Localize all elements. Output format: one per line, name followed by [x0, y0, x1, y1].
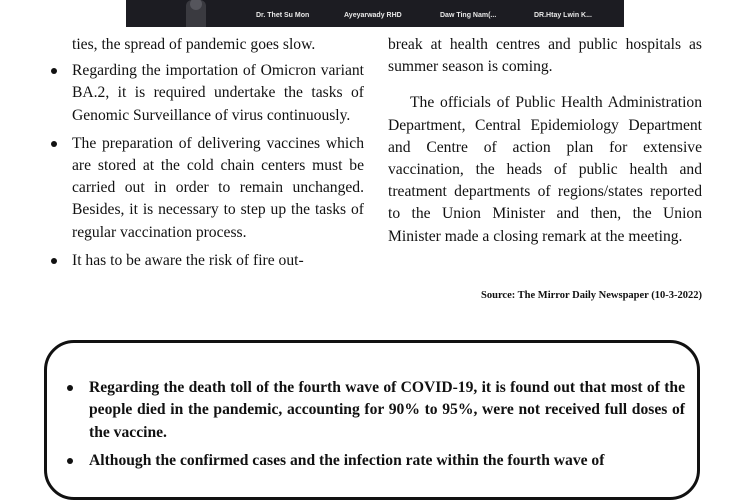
bullet-icon: [51, 68, 57, 74]
bullet-icon: [51, 141, 57, 147]
list-item-text: Regarding the importation of Omicron variant BA.2, it is required undertake the tasks of Genomic Surveillance of virus continuously.: [72, 62, 364, 124]
highlight-box: [44, 340, 700, 500]
participant-name: Dr. Thet Su Mon: [256, 12, 310, 19]
list-item-text: The preparation of delivering vaccines which are stored at the cold chain centers must be carried out in order to remain unchanged. Besides, it is necessary to step up the tasks of regular vaccination process.: [72, 134, 364, 241]
left-column: [46, 34, 364, 278]
participant-name: Daw Ting Nam(...: [440, 12, 497, 19]
video-call-strip: [126, 0, 624, 27]
participant-name: Ayeyarwady RHD: [344, 12, 402, 19]
bullet-list: [46, 60, 364, 272]
participant-name: DR.Htay Lwin K...: [534, 12, 592, 19]
continued-text: break at health centres and public hospitals as summer season is coming.: [388, 36, 702, 76]
continued-text: ties, the spread of pandemic goes slow.: [72, 36, 316, 53]
participant-video: [186, 0, 206, 27]
list-item: [63, 450, 685, 472]
list-item-text: Although the confirmed cases and the infection rate within the fourth wave of: [89, 451, 605, 469]
highlight-list: [63, 377, 685, 478]
bullet-icon: [67, 458, 73, 464]
source-citation: Source: The Mirror Daily Newspaper (10-3-2022): [481, 290, 702, 301]
list-item-text: Regarding the death toll of the fourth wave of COVID-19, it is found out that most of the people died in the pandemic, accounting for 90% to 95%, were not received full doses of the vaccine.: [89, 379, 685, 441]
list-item: [46, 60, 364, 127]
right-column: [388, 34, 702, 262]
list-item: [46, 250, 364, 272]
list-item: [63, 377, 685, 444]
list-item-text: It has to be aware the risk of fire out-: [72, 251, 304, 269]
bullet-icon: [67, 385, 73, 391]
body-paragraph: The officials of Public Health Administration Department, Central Epidemiology Department and Centre of action plan for extensive vaccination, the heads of public health and treatment departments of regions/states reported to the Union Minister and then, the Union Minister made a closing remark at the meeting.: [388, 94, 702, 245]
bullet-icon: [51, 258, 57, 264]
list-item: [46, 133, 364, 244]
